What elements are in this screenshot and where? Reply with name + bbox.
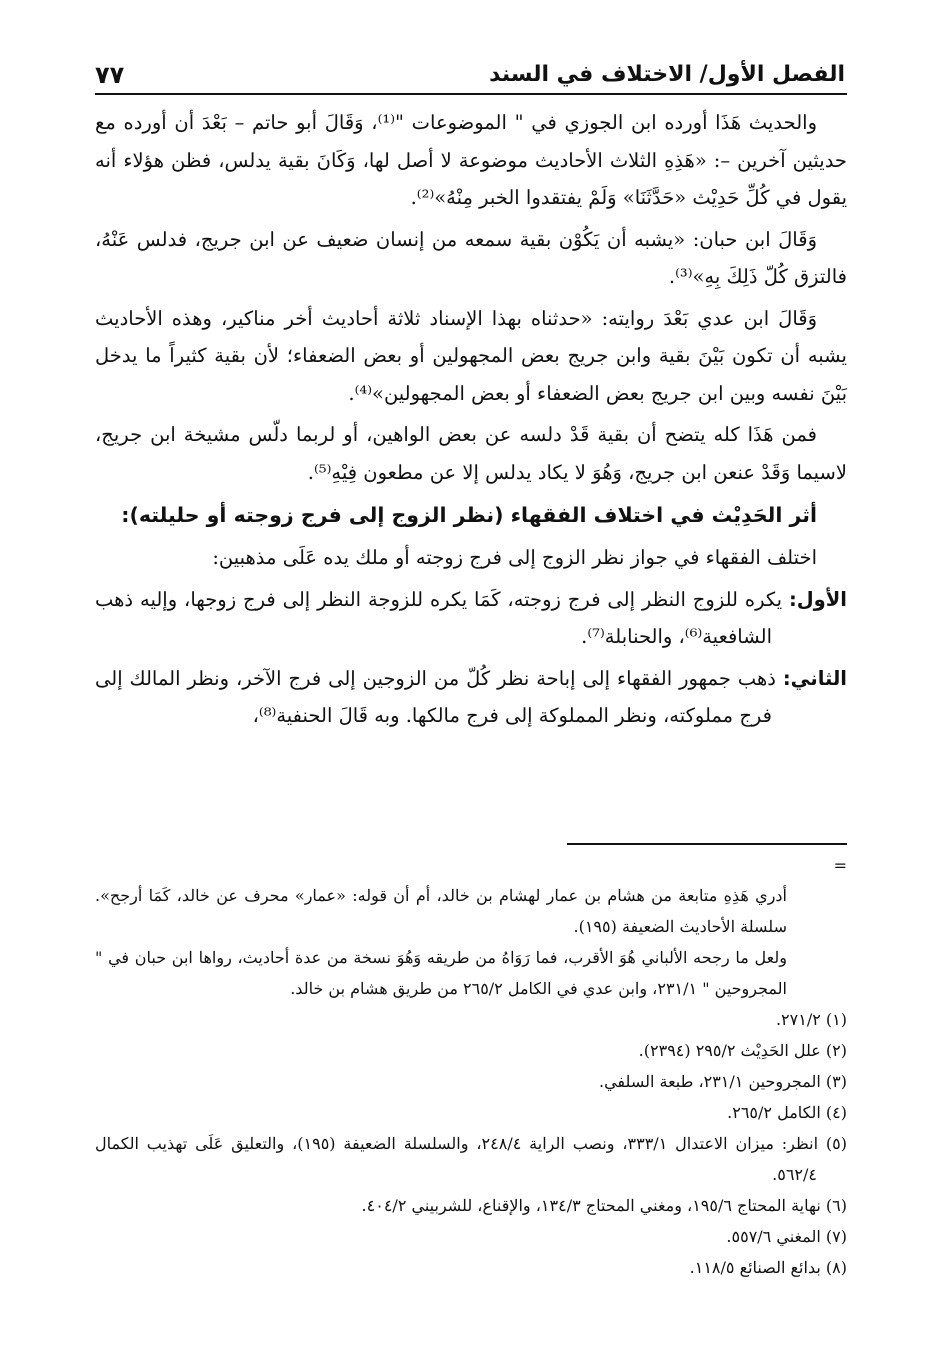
page-number: ٧٧ [95, 61, 125, 89]
footnote-text: بدائع الصنائع ١١٨/٥. [689, 1258, 821, 1277]
footnote [95, 1097, 847, 1128]
paragraph-5: اختلف الفقهاء في جواز نظر الزوج إلى فرج زوجته أو ملك يده عَلَى مذهبين: [212, 546, 817, 569]
header-divider [95, 93, 847, 95]
footnote-text: المجروحين ٢٣١/١، طبعة السلفي. [599, 1072, 821, 1091]
footnote [95, 1221, 847, 1252]
footnote-number: (١) [825, 1010, 847, 1029]
footnote-number: (٣) [825, 1072, 847, 1091]
footnote-text: المغني ٥٥٧/٦. [726, 1227, 821, 1246]
second-opinion-label: الثاني: [782, 666, 847, 690]
running-header [95, 52, 845, 90]
footnote-text: نهاية المحتاج ١٩٥/٦، ومغني المحتاج ١٣٤/٣، والإقناع، للشربيني ٤٠٤/٢. [361, 1196, 821, 1215]
footnote [95, 1128, 847, 1190]
footnote-continuation-mark: = [833, 856, 847, 875]
footnote [95, 1035, 847, 1066]
footnote [95, 1004, 847, 1035]
footnote-number: (٦) [825, 1196, 847, 1215]
footnote-divider [567, 843, 847, 845]
footnote-number: (٧) [825, 1227, 847, 1246]
footnote [95, 1252, 847, 1283]
footnote-number: (٢) [825, 1041, 847, 1060]
chapter-title: الفصل الأول/ الاختلاف في السند [489, 62, 845, 87]
footnote-number: (٨) [825, 1258, 847, 1277]
footnote [95, 1066, 847, 1097]
footnote-continuation-1: أدري هَذِهِ متابعة من هشام بن عمار لهشام بن خالد، أم أن قوله: «عمار» محرف عن خالد، كَمَا أرجح». سلسلة الأحاديث الضعيفة (١٩٥). [95, 886, 787, 936]
paragraph-4: فمن هَذَا كله يتضح أن بقية قَدْ دلسه عن بعض الواهين، أو لربما دلّس مشيخة ابن جريج، لاسيما وَقَدْ عنعن ابن جريج، وَهُوَ لا يكاد يدلس إلا عن مطعون فِيْهِ⁽⁵⁾. [95, 423, 847, 484]
footnote-text: علل الحَدِيْث ٢٩٥/٢ (٢٣٩٤). [638, 1041, 821, 1060]
main-text [95, 104, 847, 739]
paragraph-2: وَقَالَ ابن حبان: «يشبه أن يَكُوْن بقية سمعه من إنسان ضعيف عن ابن جريج، فدلس عَنْهُ، فالتزق كُلّ ذَلِكَ بِهِ»⁽³⁾. [95, 227, 847, 288]
footnote [95, 1190, 847, 1221]
second-opinion-text: ذهب جمهور الفقهاء إلى إباحة نظر كُلّ من الزوجين إلى فرج الآخر، ونظر المالك إلى فرج مملوكته، ونظر المملوكة إلى فرج مالكها. وبه قَالَ الحنفية⁽⁸⁾، [95, 666, 776, 727]
first-opinion-label: الأول: [788, 587, 847, 611]
footnote-text: انظر: ميزان الاعتدال ٣٣٣/١، ونصب الراية ٢٤٨/٤، والسلسلة الضعيفة (١٩٥)، والتعليق عَلَى تهذيب الكمال ٥٦٢/٤. [95, 1134, 819, 1184]
section-heading: أثر الحَدِيْث في اختلاف الفقهاء (نظر الزوج إلى فرج زوجته أو حليلته): [121, 503, 817, 527]
footnote-continuation-2: ولعل ما رجحه الألباني هُوَ الأقرب، فما رَوَاهُ من طريقه وَهُوَ نسخة من عدة أحاديث، رواها ابن حبان في " المجروحين " ٢٣١/١، وابن عدي في الكامل ٢٦٥/٢ من طريق هشام بن خالد. [95, 948, 787, 998]
second-opinion [95, 660, 847, 735]
paragraph-1: والحديث هَذَا أورده ابن الجوزي في " الموضوعات "⁽¹⁾، وَقَالَ أبو حاتم – بَعْدَ أن أورده مع حديثين آخرين –: «هَذِهِ الثلاث الأحاديث موضوعة لا أصل لها، وَكَانَ بقية يدلس، فظن هؤلاء أنه يقول في كُلِّ حَدِيْث «حَدَّثَنَا» وَلَمْ يفتقدوا الخبر مِنْهُ»⁽²⁾. [95, 111, 847, 209]
footnote-text: الكامل ٢٦٥/٢. [727, 1103, 821, 1122]
footnote-text: ٢٧١/٢. [775, 1010, 821, 1029]
footnote-number: (٥) [825, 1134, 848, 1153]
footnotes [95, 856, 848, 1283]
first-opinion-text: يكره للزوج النظر إلى فرج زوجته، كَمَا يكره للزوجة النظر إلى فرج زوجها، وإليه ذهب الشافعية⁽⁶⁾، والحنابلة⁽⁷⁾. [95, 587, 783, 648]
paragraph-3: وَقَالَ ابن عدي بَعْدَ روايته: «حدثناه بهذا الإسناد ثلاثة أحاديث أخر مناكير، وهذه الأحاديث يشبه أن تكون بَيْنَ بقية وابن جريج بعض المجهولين أو بعض الضعفاء؛ لأن بقية كثيراً ما يدخل بَيْنَ نفسه وبين ابن جريج بعض الضعفاء أو بعض المجهولين»⁽⁴⁾. [95, 306, 847, 405]
footnote-number: (٤) [825, 1103, 847, 1122]
first-opinion [95, 581, 847, 656]
